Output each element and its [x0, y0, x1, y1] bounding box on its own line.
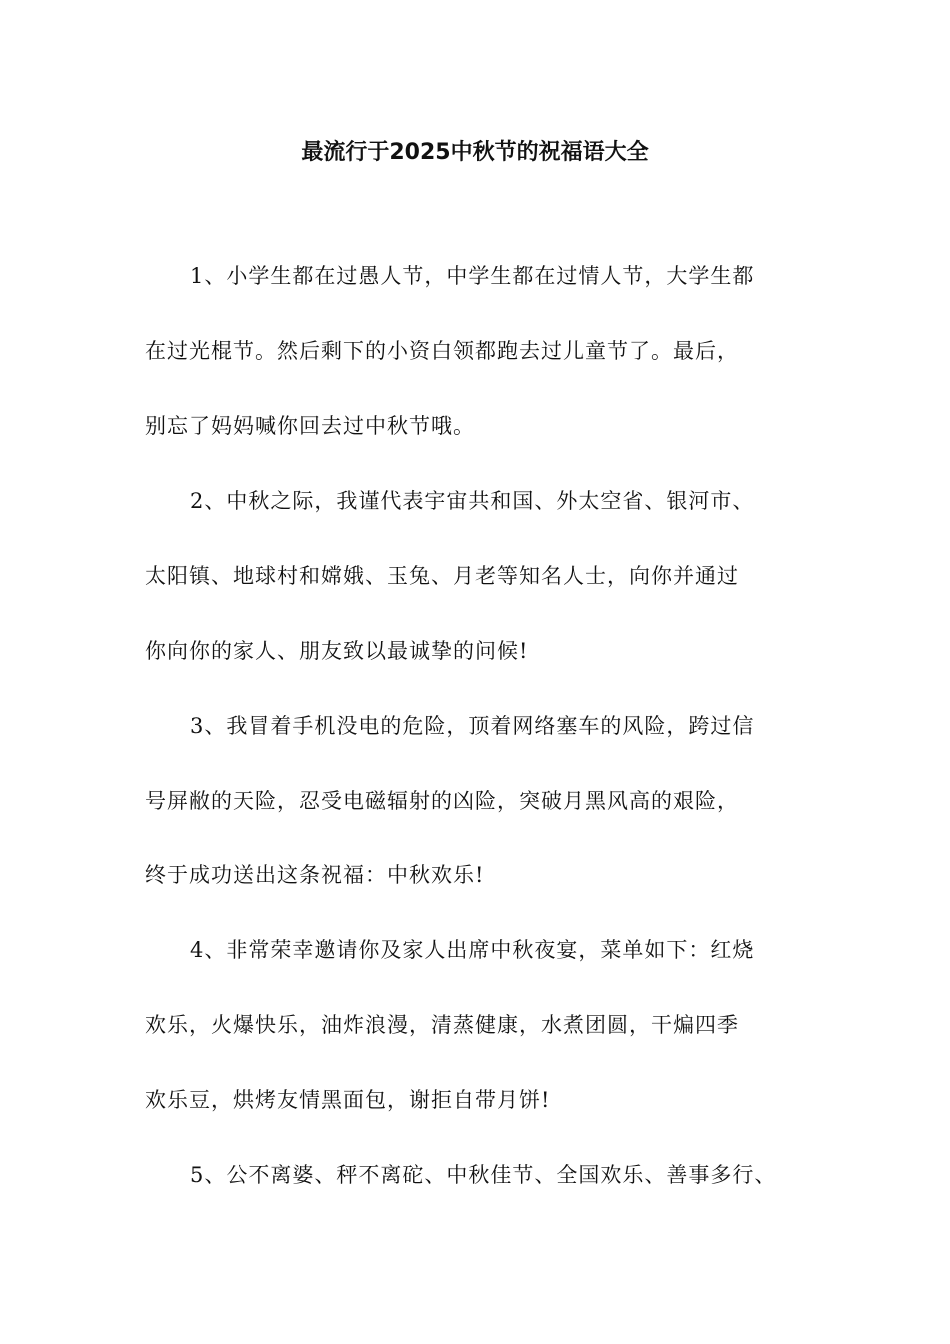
- paragraph-3-line-3: 终于成功送出这条祝福：中秋欢乐!: [145, 863, 485, 887]
- paragraph-3-line-1: 3、我冒着手机没电的危险，顶着网络塞车的风险，跨过信: [190, 714, 755, 738]
- paragraph-2-line-1: 2、中秋之际，我谨代表宇宙共和国、外太空省、银河市、: [190, 489, 755, 513]
- paragraph-1-line-2: 在过光棍节。然后剩下的小资白领都跑去过儿童节了。最后，: [145, 339, 739, 363]
- paragraph-1-line-1: 1、小学生都在过愚人节，中学生都在过情人节，大学生都: [190, 264, 755, 288]
- paragraph-5-line-1: 5、公不离婆、秤不离砣、中秋佳节、全国欢乐、善事多行、: [190, 1163, 777, 1187]
- paragraph-4-line-2: 欢乐，火爆快乐，油炸浪漫，清蒸健康，水煮团圆，干煸四季: [145, 1013, 739, 1037]
- paragraph-1-line-3: 别忘了妈妈喊你回去过中秋节哦。: [145, 414, 475, 438]
- document-title: 最流行于2025中秋节的祝福语大全: [301, 140, 649, 165]
- paragraph-3-line-2: 号屏敝的天险，忍受电磁辐射的凶险，突破月黑风高的艰险，: [145, 789, 739, 813]
- paragraph-4-line-3: 欢乐豆，烘烤友情黑面包，谢拒自带月饼!: [145, 1088, 551, 1112]
- paragraph-2-line-2: 太阳镇、地球村和嫦娥、玉兔、月老等知名人士，向你并通过: [145, 564, 739, 588]
- paragraph-2-line-3: 你向你的家人、朋友致以最诚挚的问候!: [145, 639, 529, 663]
- paragraph-4-line-1: 4、非常荣幸邀请你及家人出席中秋夜宴，菜单如下：红烧: [190, 938, 755, 962]
